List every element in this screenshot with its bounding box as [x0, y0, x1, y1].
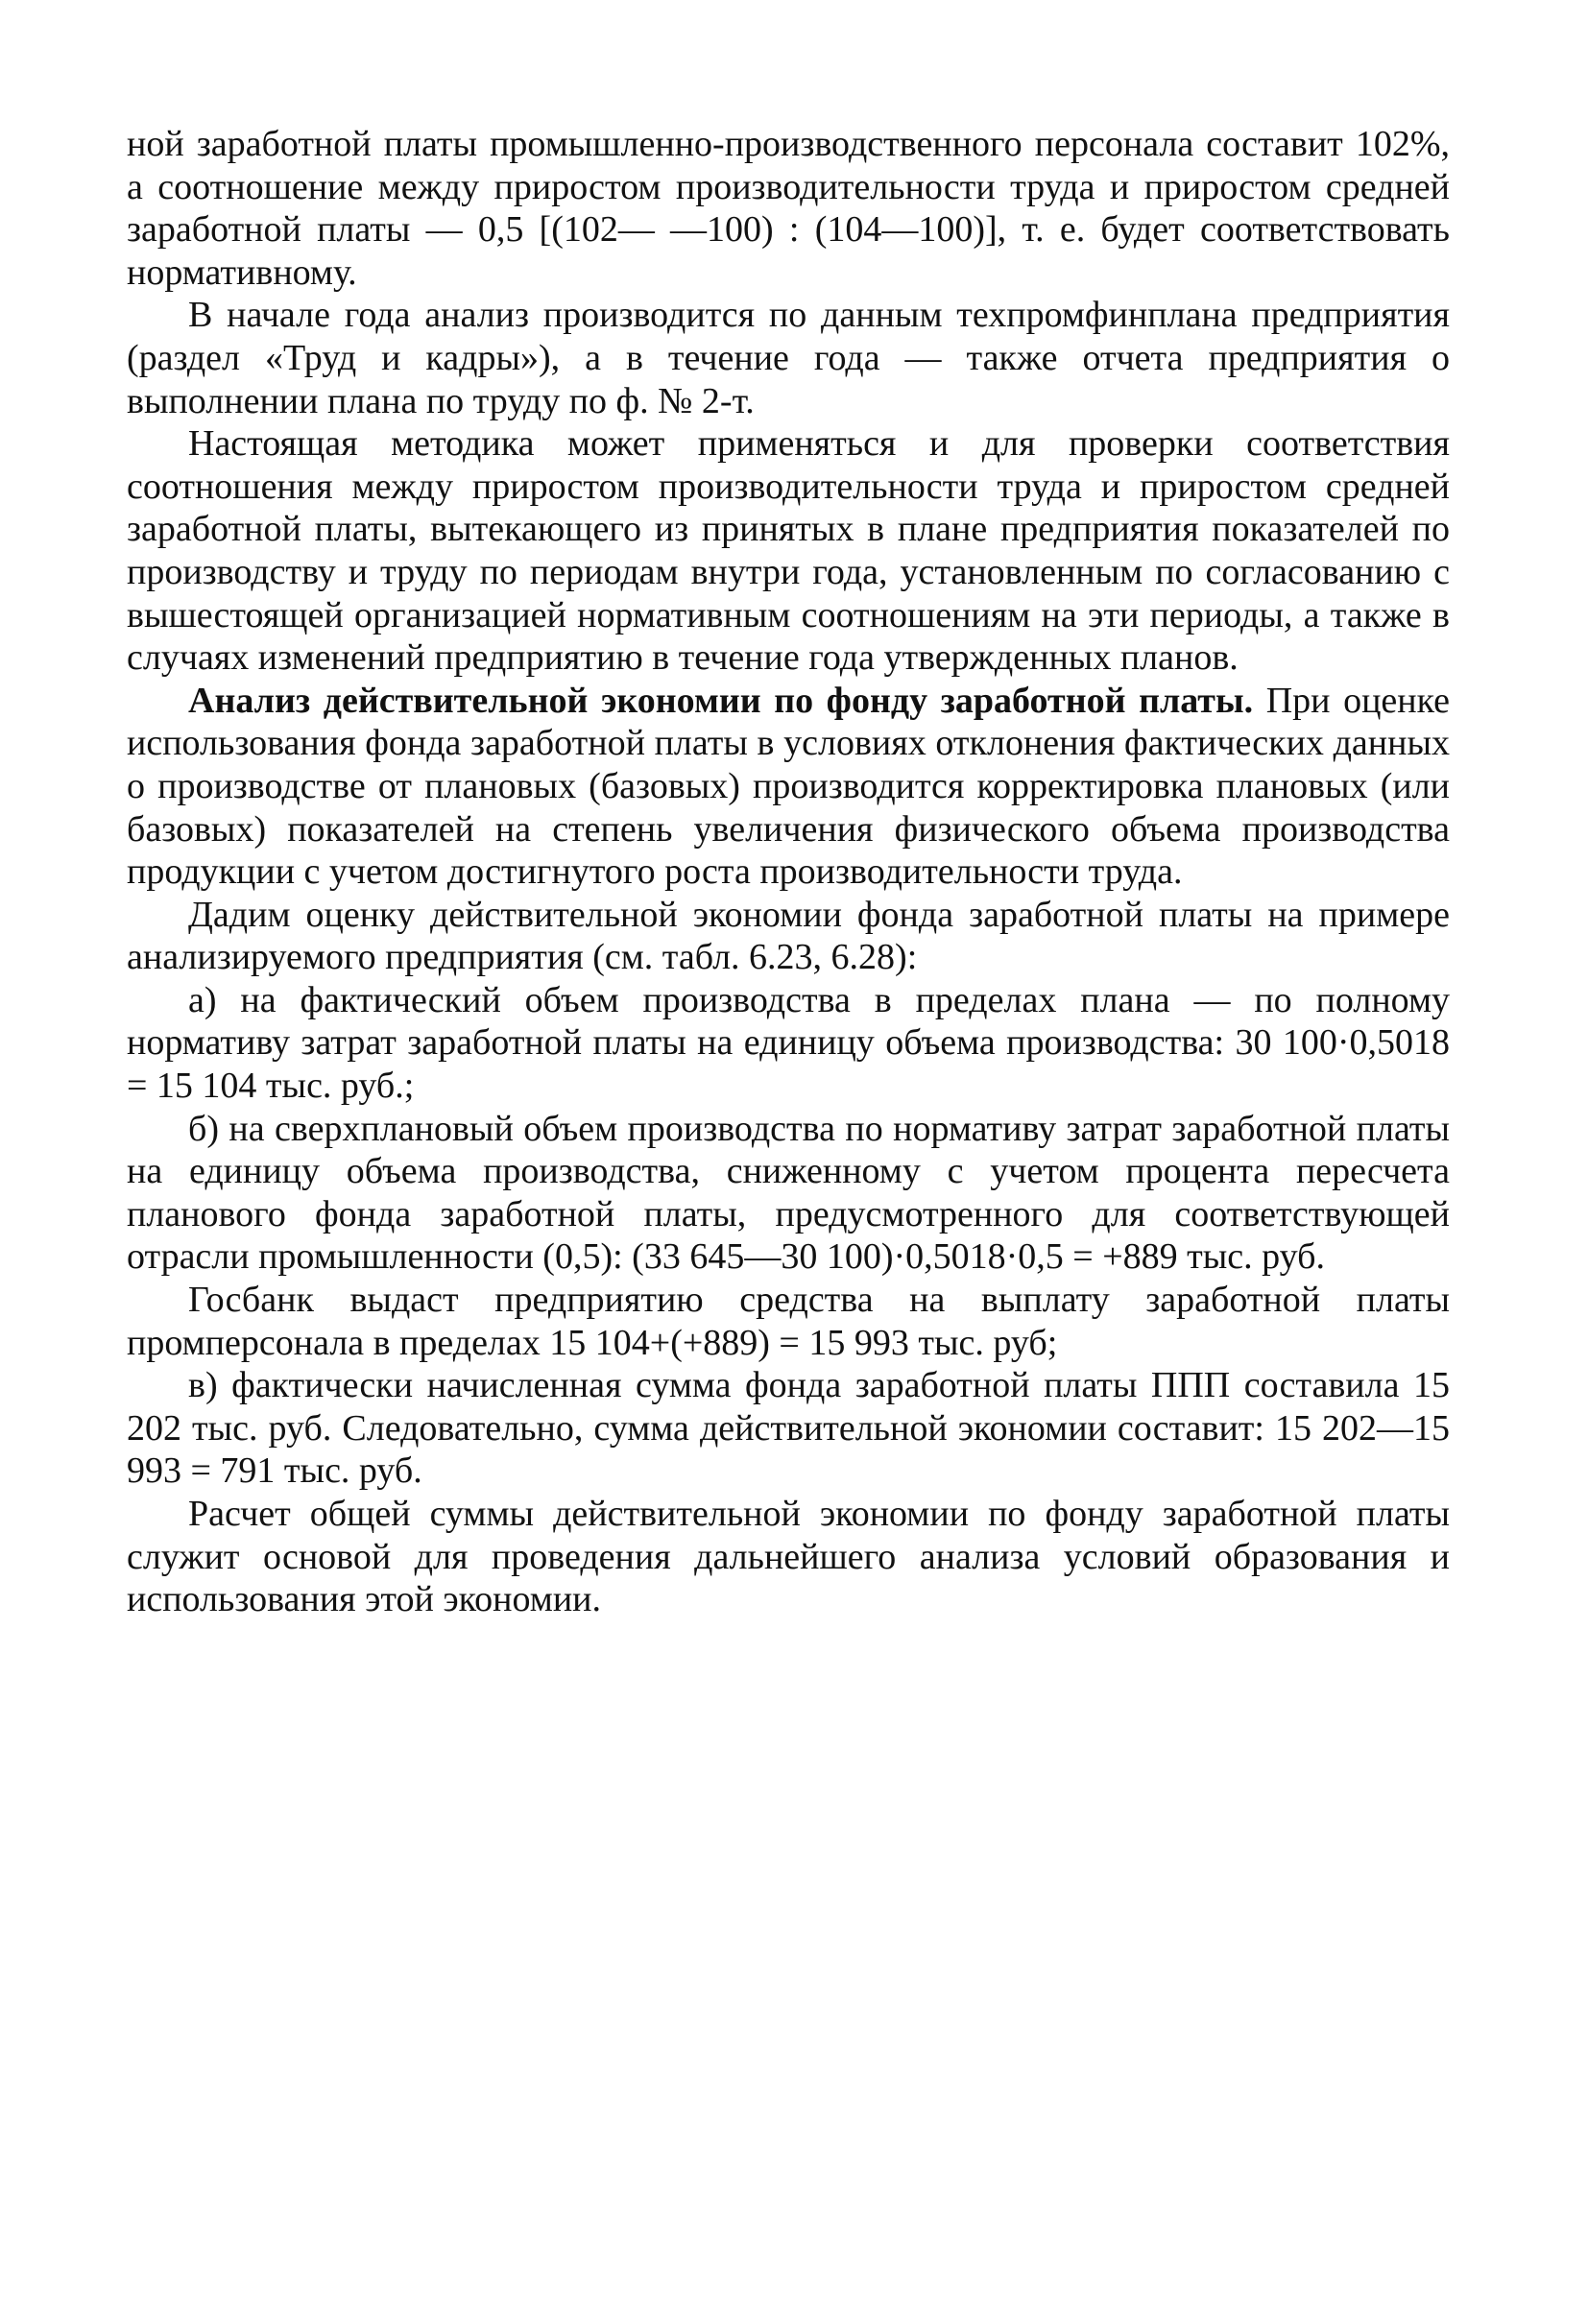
- section-heading: Анализ действительной экономии по фонду заработной платы.: [188, 680, 1254, 721]
- document-page: [127, 123, 1450, 1621]
- list-item-b: б) на сверхплановый объем производства по нормативу затрат заработной платы на единицу объема производства, сниженному с учетом процента пересчета планового фонда заработной платы, предусмотренного для соответствующей отрасли промышленности (0,5): (33 645—30 100)·0,5018·0,5 = +889 тыс. руб.: [127, 1108, 1450, 1278]
- paragraph-gosbank: Госбанк выдаст предприятию средства на выплату заработной платы промперсонала в пределах 15 104+(+889) = 15 993 тыс. руб;: [127, 1280, 1450, 1363]
- list-item-a: а) на фактический объем производства в пределах плана — по полному нормативу затрат заработной платы на единицу объема производства: 30 100·0,5018 = 15 104 тыс. руб.;: [127, 979, 1450, 1107]
- paragraph-continuation: ной заработной платы промышленно-производственного персонала составит 102%, а соотношение между приростом производительности труда и приростом средней заработной платы — 0,5 [(102— —100) : (104—100)], т. е. будет соответствовать нормативному.: [127, 124, 1450, 293]
- paragraph-start-of-year: В начале года анализ производится по данным техпромфинплана предприятия (раздел «Труд и кадры»), а в течение года — также отчета предприятия о выполнении плана по труду по ф. № 2-т.: [127, 295, 1450, 421]
- list-item-c: в) фактически начисленная сумма фонда заработной платы ППП составила 15 202 тыс. руб. Следовательно, сумма действительной экономии составит: 15 202—15 993 = 791 тыс. руб.: [127, 1365, 1450, 1492]
- paragraph-analysis-section: [127, 680, 1450, 894]
- section-body: При оценке использования фонда заработной платы в условиях отклонения фактических данных о производстве от плановых (базовых) производится корректировка плановых (или базовых) показателей на степень увеличения физического объема производства продукции с учетом достигнутого роста производительности труда.: [127, 680, 1450, 893]
- paragraph-evaluation-intro: Дадим оценку действительной экономии фонда заработной платы на примере анализируемого предприятия (см. табл. 6.23, 6.28):: [127, 894, 1450, 978]
- paragraph-methodology: Настоящая методика может применяться и для проверки соответствия соотношения между приростом производительности труда и приростом средней заработной платы, вытекающего из принятых в плане предприятия показателей по производству и труду по периодам внутри года, установленным по согласованию с вышестоящей организацией нормативным соотношениям на эти периоды, а также в случаях изменений предприятию в течение года утвержденных планов.: [127, 423, 1450, 679]
- paragraph-conclusion: Расчет общей суммы действительной экономии по фонду заработной платы служит основой для проведения дальнейшего анализа условий образования и использования этой экономии.: [127, 1494, 1450, 1620]
